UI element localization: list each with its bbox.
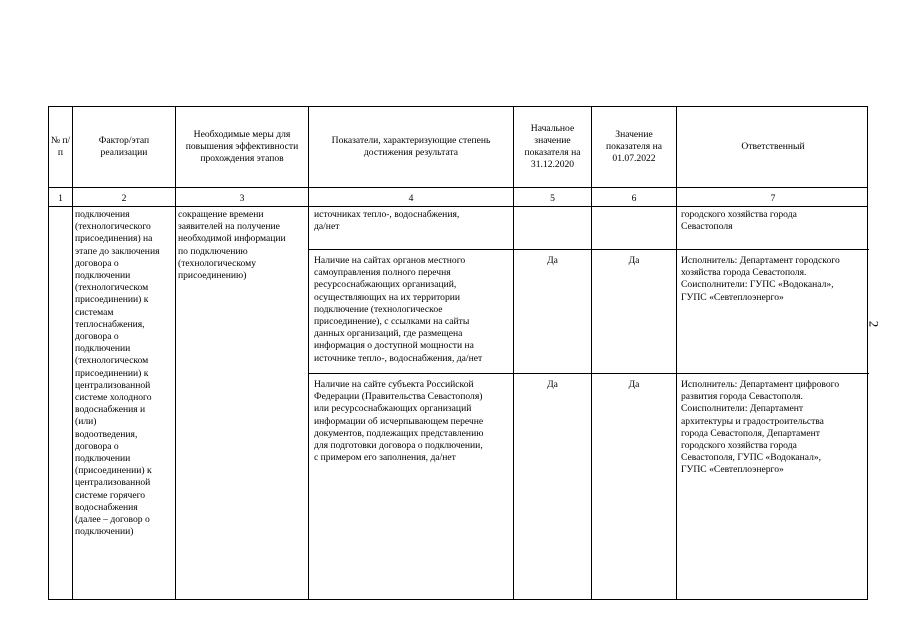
table-row-responsible: городского хозяйства города Севастополя — [681, 209, 797, 233]
header-indicators: Показатели, характеризующие степень достижения результата — [331, 134, 491, 158]
table-row-initial: Да — [547, 379, 558, 390]
table-row-responsible: Исполнитель: Департамент городского хозяйства города Севастополя. Соисполнители: ГУПС «Водоканал», ГУПС «Севтеплоэнерго» — [681, 255, 840, 303]
column-number: 4 — [408, 193, 414, 204]
column-number: 2 — [121, 193, 127, 204]
column-number: 6 — [631, 193, 637, 204]
grid-line — [49, 206, 867, 207]
header-initial-value: Начальное значение показателя на 31.12.2020 — [524, 122, 581, 171]
header-responsible: Ответственный — [741, 140, 805, 152]
grid-line — [308, 373, 869, 374]
table-row-indicator: источниках тепло-, водоснабжения, да/нет — [314, 209, 460, 233]
column-number: 1 — [58, 193, 63, 204]
table-row-responsible: Исполнитель: Департамент цифрового развития города Севастополя. Соисполнители: Департамент архитектуры и градостроительства города Севастополя, Департамент городского хозяйства города Севастополя, ГУПС «Водоканал», ГУПС «Севтеплоэнерго» — [681, 379, 840, 476]
column-number: 5 — [550, 193, 555, 204]
table-row-initial: Да — [547, 255, 558, 266]
page-number: 2 — [866, 320, 882, 328]
indicators-table — [48, 106, 868, 600]
column-number: 7 — [770, 193, 776, 204]
grid-line — [308, 249, 869, 250]
header-factor: Фактор/этап реализации — [98, 134, 150, 158]
table-row-indicator: Наличие на сайтах органов местного самоуправления полного перечня ресурсоснабжающих организаций, осуществляющих на их территории подключение (технологическое присоединение), с ссылками на сайты данных организаций, где размещена информация о доступной мощности на источнике тепло-, водоснабжения, да/нет — [314, 255, 483, 364]
table-row-value: Да — [628, 255, 640, 266]
table-row-indicator: Наличие на сайте субъекта Российской Федерации (Правительства Севастополя) или ресурсоснабжающих организаций информации об исчерпывающем перечне документов, подлежащих представлению для подготовки договора о подключении, с примером его заполнения, да/нет — [314, 379, 484, 464]
grid-line — [49, 187, 867, 188]
header-measures: Необходимые меры для повышения эффективности прохождения этапов — [185, 128, 299, 165]
table-row-value: Да — [628, 379, 640, 390]
column-number: 3 — [239, 193, 245, 204]
header-number: № п/п — [50, 134, 71, 158]
factor-text: подключения (технологического присоединения) на этапе до заключения договора о подключении (технологическом присоединении) к системам теплоснабжения, договора о подключении (технологическом присоединении) к централизованной системе холодного водоснабжения и (или) водоотведения, договора о подключении (присоединении) к централизованной системе горячего водоснабжения (далее – договор о подключении) — [75, 209, 160, 538]
header-value: Значение показателя на 01.07.2022 — [606, 128, 662, 165]
measures-text: сокращение времени заявителей на получение необходимой информации по подключению (технологическому присоединению) — [178, 209, 286, 282]
